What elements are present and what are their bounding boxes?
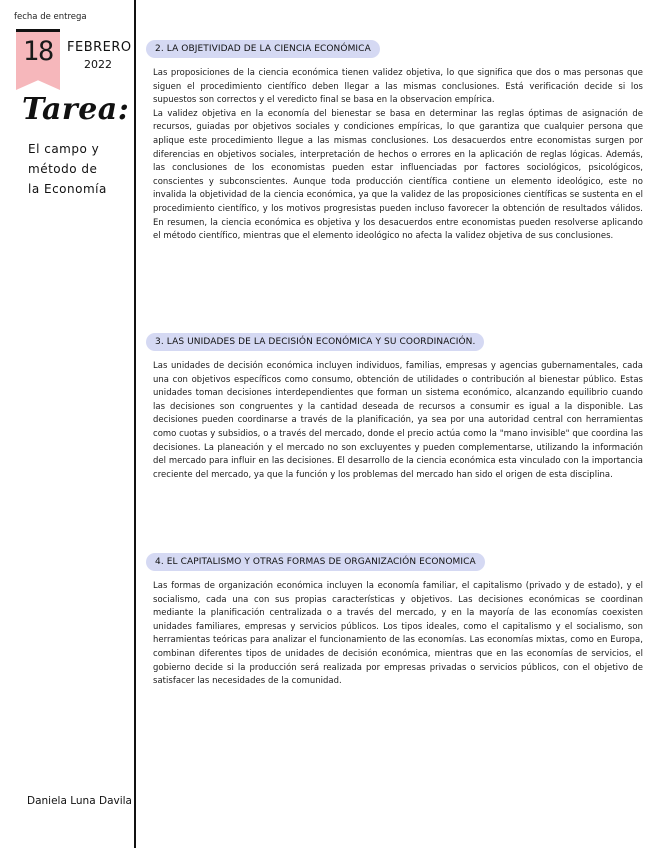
ribbon-top-bar	[16, 29, 60, 32]
paragraph: La validez objetiva en la economía del bienestar se basa en determinar las reglas óptimas de asignación de recursos, guiadas por objetivos sociales y condiciones empíricas, lo que garantiza que cualquier persona que aplique este procedimiento llegue a las mismas conclusiones. Los desacuerdos entre economistas surgen por diferencias en objetivos sociales, interpretación de hechos o errores en la aplicación de reglas lógicas. Además, las conclusiones de los economistas pueden estar influenciadas por factores sociológicos, psicológicos, conscientes y subconscientes. Aunque toda producción científica contiene un elemento ideológico, este no invalida la objetividad de la ciencia económica, ya que la validez de las proposiciones científicas se sustenta en el procedimiento científico, y los motivos progresistas pueden incluso favorecer la obtención de resultados válidos. En resumen, la ciencia económica es objetiva y los desacuerdos entre economistas pueden resolverse aplicando el método científico, mientras que el elemento ideológico no afecta la validez objetiva de sus conclusiones.	[153, 107, 643, 241]
delivery-year: 2022	[84, 58, 112, 71]
delivery-month: FEBRERO	[67, 40, 132, 55]
section-heading: 3. LAS UNIDADES DE LA DECISIÓN ECONÓMICA Y SU COORDINACIÓN.	[146, 333, 484, 351]
section-objetividad	[153, 36, 643, 243]
sidebar	[0, 0, 135, 848]
delivery-date-label: fecha de entrega	[14, 12, 87, 22]
paragraph: Las unidades de decisión económica incluyen individuos, familias, empresas y agencias gubernamentales, cada una con objetivos específicos como consumo, obtención de utilidades o contribución al bienestar público. Estas unidades toman decisiones interdependientes que forman un sistema económico, alcanzando equilibrio cuando las decisiones son congruentes y la cantidad deseada de recursos a consumir es igual a la disponible. Las decisiones pueden coordinarse a través de la planificación, ya sea por una autoridad central con herramientas como cuotas y subsidios, o a través del mercado, donde el precio actúa como la "mano invisible" que coordina las decisiones. La planeación y el mercado no son excluyentes y pueden complementarse, utilizando la información del mercado para influir en las decisiones. El desarrollo de la ciencia económica esta vinculado con la importancia creciente del mercado, ya que la función y los problemas del mercado han sido el origen de esta disciplina.	[153, 360, 643, 479]
paragraph: Las formas de organización económica incluyen la economía familiar, el capitalismo (privado y de estado), y el socialismo, cada una con sus propias características y objetivos. Las decisiones económicas se coordinan mediante la planificación centralizada o a través del mercado, y en la mayoría de las economías coexisten unidades familiares, empresas y servicios públicos. Los tipos ideales, como el capitalismo y el socialismo, son herramientas teóricas para analizar el funcionamiento de las economías. Las economías mixtas, como en Europa, combinan diferentes tipos de unidades de decisión económica, mientras que en las economías de servicios, el gobierno decide si la producción será realizada por empresas privadas o servicios públicos, con el objetivo de satisfacer las necesidades de la comunidad.	[153, 580, 643, 686]
task-subtitle: El campo y método de la Economía	[28, 142, 107, 196]
vertical-divider	[134, 0, 136, 848]
section-heading: 2. LA OBJETIVIDAD DE LA CIENCIA ECONÓMICA	[146, 40, 380, 58]
section-heading: 4. EL CAPITALISMO Y OTRAS FORMAS DE ORGANIZACIÓN ECONOMICA	[146, 553, 485, 571]
paragraph: Las proposiciones de la ciencia económica tienen validez objetiva, lo que significa que dos o mas personas que siguen el procedimiento científico deben llegar a las mismas conclusiones. Está verificación decide si los supuestos son correctos y el veredicto final se basa en la observacion empírica.	[153, 67, 643, 105]
section-capitalismo	[153, 549, 643, 688]
section-unidades-decision	[153, 329, 643, 481]
task-title: Tarea:	[22, 92, 130, 127]
author-name: Daniela Luna Davila	[27, 795, 132, 807]
delivery-day: 18	[22, 36, 54, 67]
